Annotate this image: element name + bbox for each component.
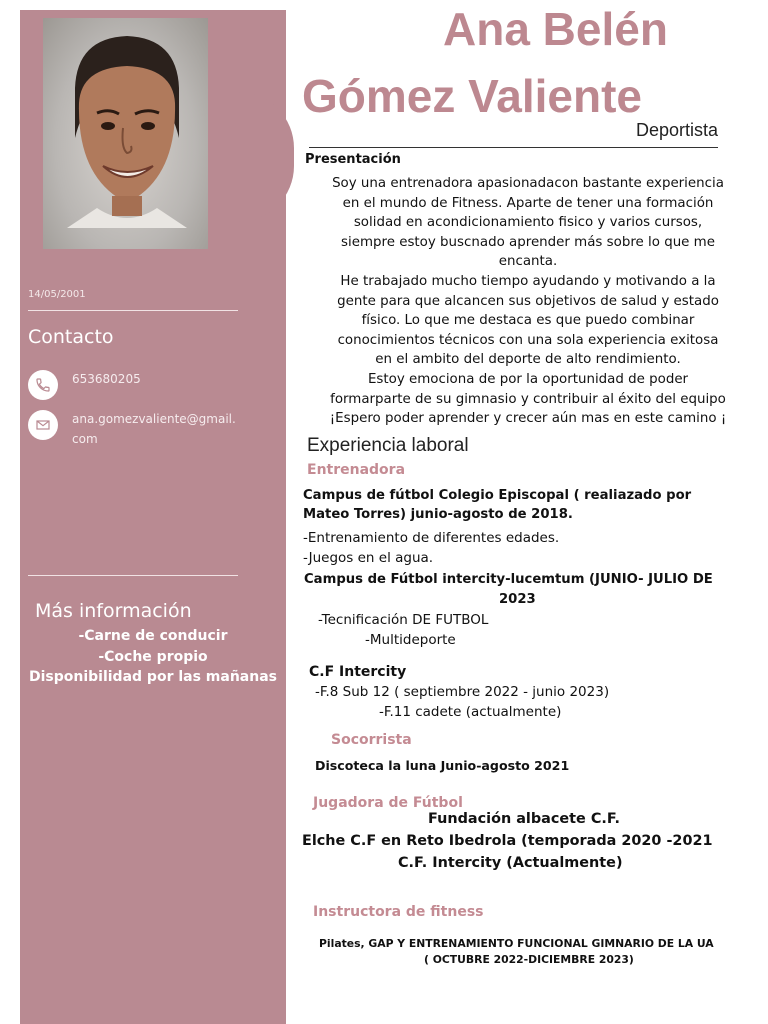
campus1-item: -Juegos en el agua. — [303, 550, 434, 566]
header-rule — [309, 147, 718, 148]
presentation-line: He trabajado mucho tiempo ayudando y motivando a la — [340, 273, 716, 289]
more-info-item: Disponibilidad por las mañanas — [28, 669, 277, 685]
instructora-detail: Pilates, GAP Y ENTRENAMIENTO FUNCIONAL GIMNARIO DE LA UA — [319, 937, 714, 950]
email-line-2: com — [72, 432, 98, 446]
email-icon — [28, 410, 58, 440]
presentation-line: Estoy emociona de por la oportunidad de poder — [367, 371, 689, 387]
club-item: -F.8 Sub 12 ( septiembre 2022 - junio 2023) — [315, 684, 610, 700]
more-info-heading: Más información — [35, 600, 192, 622]
campus2-year: 2023 — [499, 592, 536, 607]
campus1-dates: Mateo Torres) junio-agosto de 2018. — [303, 507, 573, 522]
presentation-text — [305, 174, 751, 429]
email-line-1: ana.gomezvaliente@gmail. — [72, 412, 236, 426]
name-first-line: Ana Belén — [443, 3, 668, 55]
presentation-heading: Presentación — [305, 152, 401, 167]
presentation-line: conocimientos técnicos con una sola experiencia exitosa — [337, 332, 719, 348]
presentation-line: solidad en acondicionamiento fisico y varios cursos, — [353, 215, 703, 231]
job-title-instructora: Instructora de fitness — [313, 904, 484, 920]
divider — [28, 575, 238, 576]
jugadora-club: C.F. Intercity (Actualmente) — [398, 855, 623, 871]
campus2-item: -Tecnificación DE FUTBOL — [318, 612, 489, 628]
presentation-line: en el ambito del deporte de alto rendimiento. — [375, 352, 681, 368]
birth-date: 14/05/2001 — [28, 289, 86, 300]
presentation-line: ¡Espero poder aprender y crecer aún mas en este camino ¡ — [329, 411, 727, 427]
job-title-jugadora: Jugadora de Fútbol — [313, 795, 463, 811]
jugadora-club: Fundación albacete C.F. — [428, 811, 621, 827]
presentation-line: formarparte de su gimnasio y contribuir al éxito del equipo — [330, 391, 726, 407]
club-title: C.F Intercity — [309, 664, 407, 680]
campus1-title: Campus de fútbol Colegio Episcopal ( realiazado por — [303, 488, 692, 503]
name-second-line: Gómez Valiente — [302, 70, 643, 122]
presentation-line: en el mundo de Fitness. Aparte de tener una formación — [342, 195, 714, 211]
divider — [28, 310, 238, 311]
socorrista-detail: Discoteca la luna Junio-agosto 2021 — [315, 758, 570, 773]
instructora-dates: ( OCTUBRE 2022-DICIEMBRE 2023) — [424, 953, 634, 966]
campus2-item: -Multideporte — [365, 632, 456, 648]
presentation-line: físico. Lo que me destaca es que puedo combinar — [361, 313, 695, 329]
contact-heading: Contacto — [28, 326, 114, 348]
more-info-item: -Carne de conducir — [78, 628, 228, 644]
portrait-illustration — [57, 28, 197, 228]
more-info-item: -Coche propio — [98, 648, 208, 665]
club-item: -F.11 cadete (actualmente) — [379, 704, 562, 720]
job-title-socorrista: Socorrista — [331, 732, 412, 748]
role-title: Deportista — [635, 120, 718, 140]
campus2-title: Campus de Fútbol intercity-lucemtum (JUNIO- JULIO DE — [304, 572, 713, 587]
profile-photo — [43, 18, 208, 249]
email-address[interactable] — [72, 409, 236, 449]
experience-heading: Experiencia laboral — [307, 435, 469, 456]
phone-icon — [28, 370, 58, 400]
presentation-line: encanta. — [498, 254, 558, 270]
more-info-list — [20, 626, 286, 688]
job-title-entrenadora: Entrenadora — [307, 462, 406, 478]
campus1-item: -Entrenamiento de diferentes edades. — [303, 530, 560, 546]
presentation-line: gente para que alcancen sus objetivos de salud y estado — [337, 293, 719, 309]
jugadora-club: Elche C.F en Reto Ibedrola (temporada 2020 -2021 — [302, 833, 713, 849]
presentation-line: Soy una entrenadora apasionadacon bastante experiencia — [332, 176, 724, 191]
presentation-line: siempre estoy buscnado aprender más sobre lo que me — [341, 234, 715, 250]
phone-number: 653680205 — [72, 372, 141, 386]
